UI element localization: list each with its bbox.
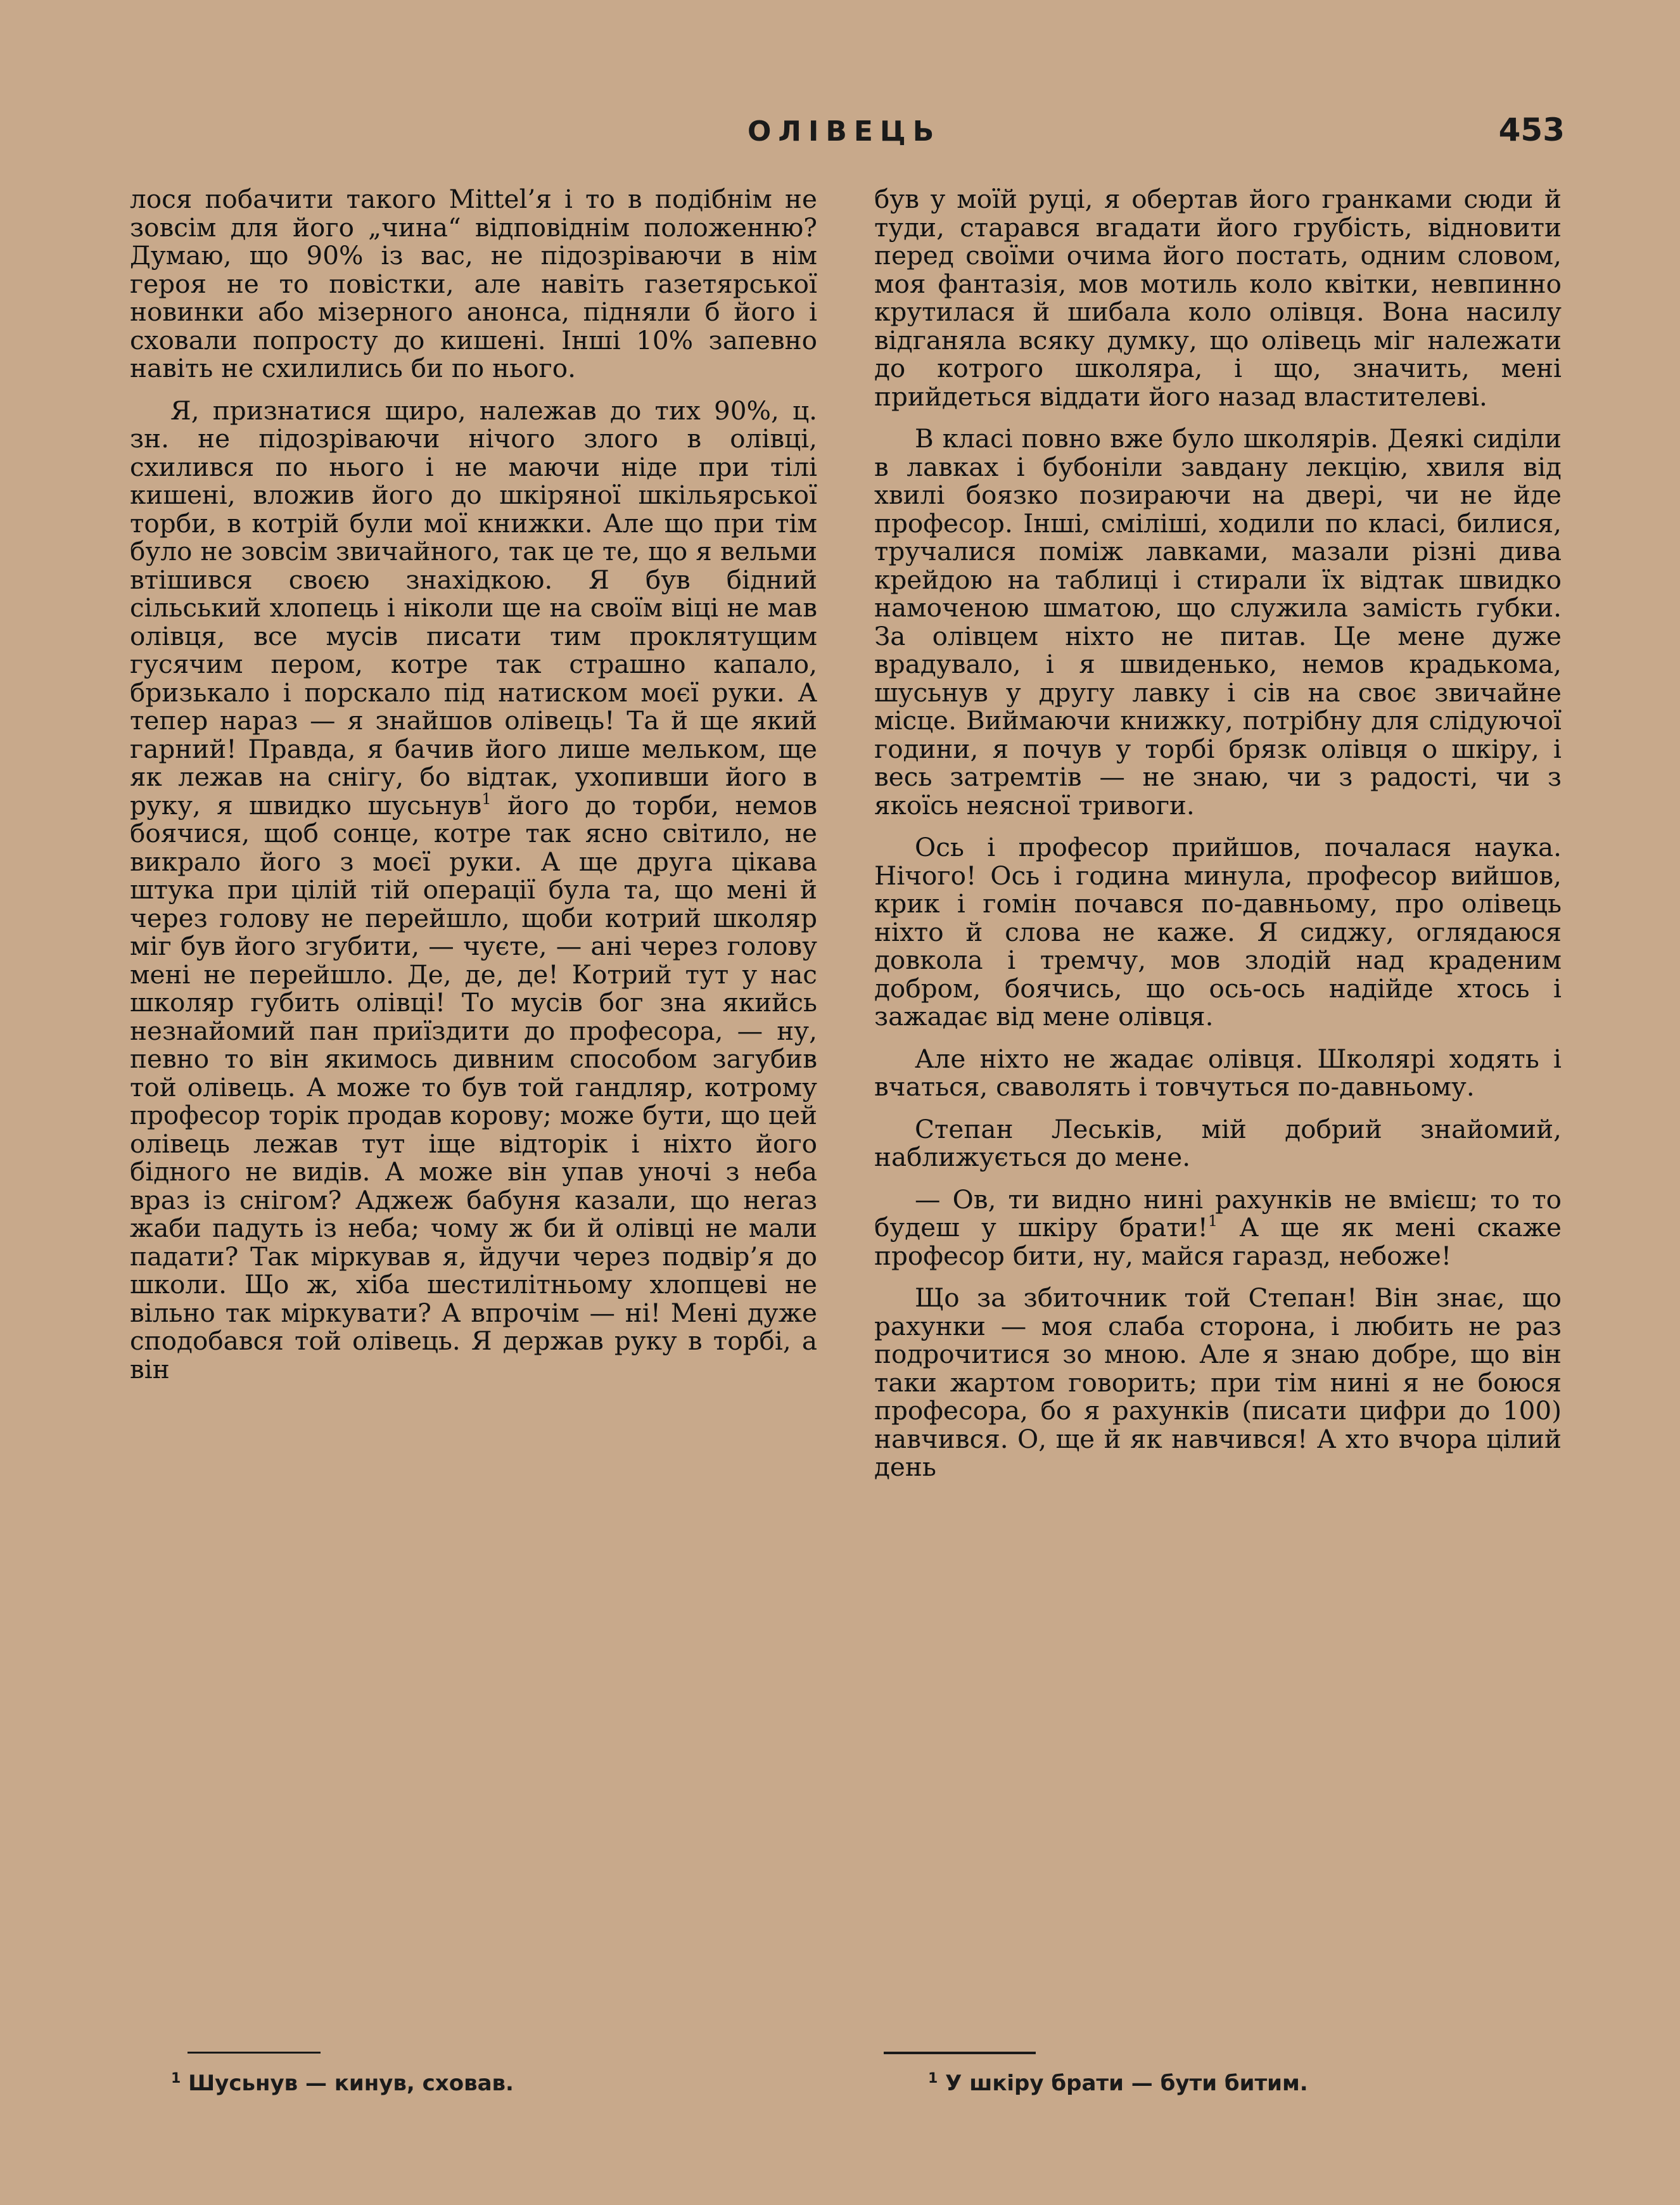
running-title: ОЛІВЕЦЬ	[748, 115, 941, 148]
footnote-mark: 1	[171, 2071, 181, 2087]
paragraph-text: його до торби, немов боячися, щоб сонце, котре так ясно світило, не викрало його з моєї руки. А ще друга цікава штука при цілій тій операції була та, що мені й через голову не перейшло, щоби котрий школяр міг був його згубити, — чуєте, — ані через голову мені не перейшло. Де, де, де! Котрий тут у нас школяр губить олівці! То мусів бог зна якийсь незнайомий пан приїздити до професора, — ну, певно то він якимось дивним способом загубив той олівець. А може то був той гандляр, котрому професор торік продав корову; може бути, що цей олівець лежав тут іще відторік і ніхто його бідного не видів. А може він упав уночі з неба враз із снігом? Аджеж бабуня казали, що неraз жаби падуть із неба; чому ж би й олівці не мали падати? Так міркував я, йдучи через подвір’я до школи. Що ж, хіба шестилітньому хлопцеві не вільно так міркувати? А впрочім — ні! Мені дуже сподобався той олівець. Я держав руку в торбі, а він	[130, 789, 818, 1384]
footnote-marker: 1	[1207, 1212, 1218, 1230]
paragraph: Степан Леськів, мій добрий знайомий, наближується до мене.	[874, 1113, 1562, 1172]
paragraph: був у моїй руці, я обертав його гранками сюди й туди, старався вгадати його грубість, відновити перед своїми очима його постать, одним словом, моя фантазія, мов мотиль коло квітки, невпинно крутилася й шибала коло олівця. Вона насилу відганяла всяку думку, що олівець міг належати до котрого школяра, і що, значить, мені прийдеться віддати його назад властителеві.	[874, 184, 1562, 412]
paragraph: лося побачити такого Mittel’я і то в подібнім не зовсім для його „чина“ відповіднім положенню? Думаю, що 90% із вас, не підозріваючи в нім героя не то повістки, але навіть газетярської новинки або мізерного анонса, підняли б його і сховали попросту до кишені. Інші 10% запевно навіть не схилились би по нього.	[130, 184, 817, 383]
footnote-divider	[188, 2052, 321, 2054]
left-column	[130, 185, 817, 1383]
paragraph-text: Я, признатися щиро, належав до тих 90%, ц. зн. не підозріваючи нічого злого в олівці, схилився по нього і не маючи ніде при тілі кишені, вложив його до шкіряної шкільярської торби, в котрій були мої книжки. Але що при тім було не зовсім звичайного, так це те, що я вельми втішився своєю знахідкою. Я був бідний сільський хлопець і ніколи ще на своїм віці не мав олівця, все мусів писати тим проклятущим гусячим пером, котре так страшно капало, бризькало і порскало під натиском моєї руки. А тепер нараз — я знайшов олівець! Та й ще який гарний! Правда, я бачив його лише мельком, ще як лежав на снігу, бо відтак, ухопивши його в руку, я швидко шусьнув	[130, 395, 817, 821]
footnote-right	[928, 2071, 1308, 2096]
paragraph-text: А ще як мені скаже професор бити, ну, майся гаразд, небоже!	[874, 1212, 1562, 1271]
footnote-text: Шусьнув — кинув, сховав.	[188, 2071, 514, 2096]
paragraph	[874, 1186, 1562, 1270]
paragraph: Що за збиточник той Степан! Він знає, що рахунки — моя слаба сторона, і любить не раз подрочитися зо мною. Але я знаю добре, що він таки жартом говорить; при тім нині я не боюся професора, бо я рахунків (писати цифри до 100) навчився. О, ще й як навчився! А хто вчора цілий день	[874, 1282, 1562, 1482]
paragraph-text: — Ов, ти видно нині рахунків не вмієш; то то будеш у шкіру брати!	[874, 1184, 1562, 1243]
footnote-mark: 1	[928, 2071, 938, 2087]
footnote-marker: 1	[481, 789, 492, 808]
paragraph: Ось і професор прийшов, почалася наука. Нічого! Ось і година минула, професор вийшов, крик і гомін почався по-давньому, про олівець ніхто й слова не каже. Я сиджу, оглядаюся довкола і тремчу, мов злодій над краденим добром, боячись, що ось-ось надійде хтось і зажадає від мене олівця.	[874, 832, 1562, 1032]
paragraph: В класі повно вже було школярів. Деякі сиділи в лавках і бубоніли завдану лекцію, хвиля від хвилі боязко позираючи на двері, чи не йде професор. Інші, сміліші, ходили по класі, билися, тручалися поміж лавками, мазали різні дива крейдою на таблиці і стирали їх відтак швидко намоченою шматою, що служила замість губки. За олівцем ніхто не питав. Це мене дуже врадувало, і я швиденько, немов крадькома, шусьнув у другу лавку і сів на своє звичайне місце. Виймаючи книжку, потрібну для слідуючої години, я почув у торбі брязк олівця о шкіру, і весь затремтів — не знаю, чи з радості, чи з якоїсь неясної тривоги.	[874, 423, 1562, 821]
footnote-text: У шкіру брати — бути битим.	[945, 2071, 1308, 2096]
paragraph: Але ніхто не жадає олівця. Школярі ходять і вчаться, сваволять і товчуться по-давньому.	[874, 1043, 1562, 1102]
footnote-left	[171, 2071, 514, 2096]
right-column	[874, 185, 1562, 1481]
paragraph	[130, 397, 817, 1384]
footnote-divider	[884, 2052, 1036, 2054]
page-number: 453	[1498, 112, 1565, 148]
